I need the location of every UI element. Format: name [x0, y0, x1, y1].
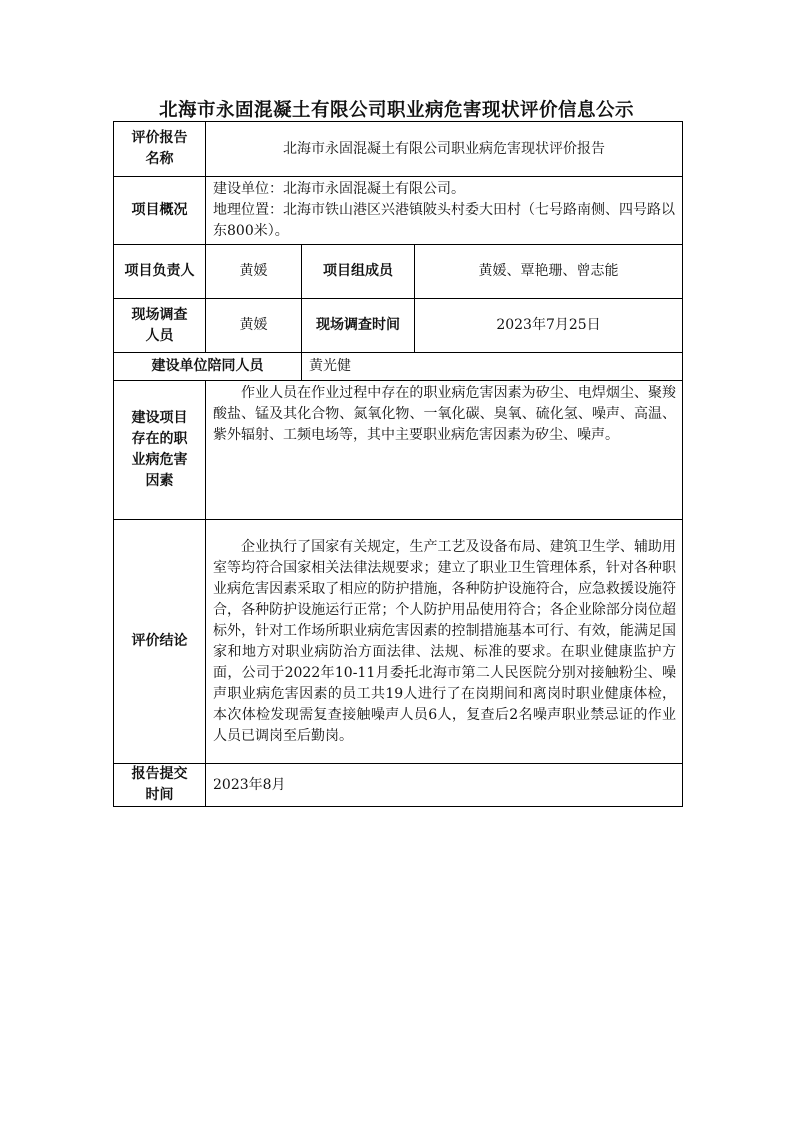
row-hazards [114, 381, 683, 520]
row-escort [114, 353, 683, 381]
row-leader [114, 245, 683, 299]
survey-value: 黄媛 [206, 299, 302, 353]
survey-time-value: 2023年7月25日 [415, 299, 683, 353]
conclusion-label: 评价结论 [114, 520, 206, 764]
escort-label: 建设单位陪同人员 [114, 353, 302, 381]
row-submit [114, 764, 683, 807]
info-table [113, 121, 683, 807]
escort-value: 黄光健 [302, 353, 683, 381]
hazards-label: 建设项目存在的职业病危害因素 [114, 381, 206, 520]
submit-value: 2023年8月 [206, 764, 683, 807]
leader-value: 黄媛 [206, 245, 302, 299]
row-conclusion [114, 520, 683, 764]
row-overview [114, 177, 683, 245]
survey-label: 现场调查人员 [114, 299, 206, 353]
overview-label: 项目概况 [114, 177, 206, 245]
page-title: 北海市永固混凝土有限公司职业病危害现状评价信息公示 [158, 100, 634, 121]
report-name-label: 评价报告名称 [114, 122, 206, 177]
members-value: 黄媛、覃艳珊、曾志能 [415, 245, 683, 299]
report-name-value: 北海市永固混凝土有限公司职业病危害现状评价报告 [206, 122, 683, 177]
hazards-text: 作业人员在作业过程中存在的职业病危害因素为矽尘、电焊烟尘、聚羧酸盐、锰及其化合物、氮氧化物、一氧化碳、臭氧、硫化氢、噪声、高温、紫外辐射、工频电场等，其中主要职业病危害因素为矽尘、噪声。 [213, 385, 677, 443]
conclusion-value [206, 520, 683, 764]
hazards-value [206, 381, 683, 520]
overview-unit: 建设单位：北海市永固混凝土有限公司。 [213, 181, 465, 197]
overview-location: 地理位置：北海市铁山港区兴港镇陂头村委大田村（七号路南侧、四号路以东800米）。 [213, 202, 675, 239]
conclusion-text: 企业执行了国家有关规定，生产工艺及设备布局、建筑卫生学、辅助用室等均符合国家相关法律法规要求；建立了职业卫生管理体系，针对各种职业病危害因素采取了相应的防护措施，各种防护设施符合，应急救援设施符合，各种防护设施运行正常；个人防护用品使用符合；各企业除部分岗位超标外，针对工作场所职业病危害因素的控制措施基本可行、有效，能满足国家和地方对职业病防治方面法律、法规、标准的要求。在职业健康监护方面，公司于2022年10-11月委托北海市第二人民医院分别对接触粉尘、噪声职业病危害因素的员工共19人进行了在岗期间和离岗时职业健康体检，本次体检发现需复查接触噪声人员6人，复查后2名噪声职业禁忌证的作业人员已调岗至后勤岗。 [213, 538, 677, 744]
row-report-name [114, 122, 683, 177]
survey-time-label: 现场调查时间 [302, 299, 415, 353]
submit-label: 报告提交时间 [114, 764, 206, 807]
row-survey [114, 299, 683, 353]
leader-label: 项目负责人 [114, 245, 206, 299]
members-label: 项目组成员 [302, 245, 415, 299]
overview-value [206, 177, 683, 245]
